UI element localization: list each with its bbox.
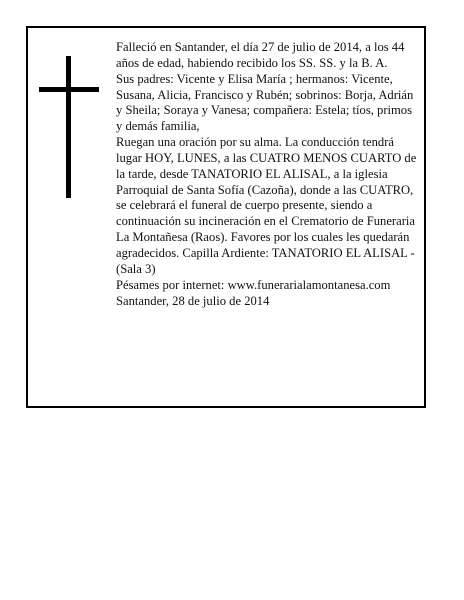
death-announcement: Falleció en Santander, el día 27 de julio de 2014, a los 44 años de edad, habiendo recibido los SS. SS. y la B. A.	[116, 40, 405, 70]
funeral-details: Ruegan una oración por su alma. La conducción tendrá lugar HOY, LUNES, a las CUATRO MENOS CUARTO de la tarde, desde TANATORIO EL ALISAL, a la iglesia Parroquial de Santa Sofía (Cazoña), donde a las CUATRO, se celebrará el funeral de cuerpo presente, siendo a continuación su incineración en el Crematorio de Funeraria La Montañesa (Raos). Favores por los cuales les quedarán agradecidos. Capilla Ardiente: TANATORIO EL ALISAL - (Sala 3)	[116, 135, 417, 276]
notice-date: Santander, 28 de julio de 2014	[116, 293, 270, 308]
cross-vertical-bar	[66, 56, 71, 198]
obituary-text	[116, 40, 420, 309]
obituary-notice	[26, 26, 426, 408]
condolence-website: Pésames por internet: www.funerarialamontanesa.com	[116, 277, 391, 292]
cross-icon	[39, 56, 99, 198]
cross-horizontal-bar	[39, 87, 99, 92]
family-list: Sus padres: Vicente y Elisa María ; hermanos: Vicente, Susana, Alicia, Francisco y Rubén; sobrinos: Borja, Adrián y Sheila; Soraya y Vanesa; compañera: Estela; tíos, primos y demás familia,	[116, 71, 414, 134]
